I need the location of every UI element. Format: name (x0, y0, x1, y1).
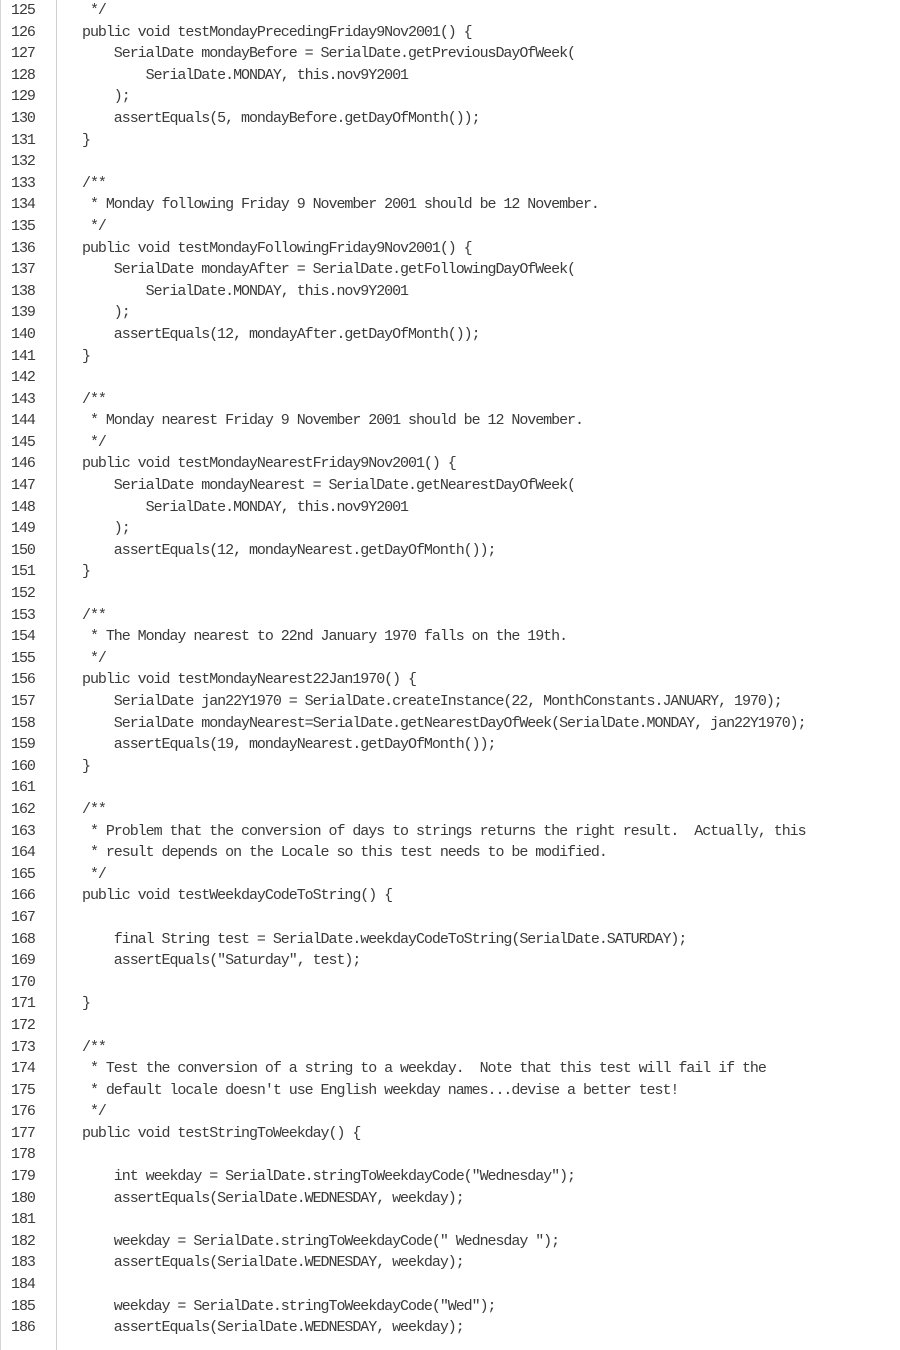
line-code: weekday = SerialDate.stringToWeekdayCode(" Wednesday "); (82, 1232, 560, 1250)
line-number: 186 (11, 1319, 35, 1337)
code-lines (1, 0, 900, 1339)
line-code: */ (82, 217, 106, 235)
code-line (1, 43, 900, 65)
line-code: */ (82, 649, 106, 667)
line-code: SerialDate mondayBefore = SerialDate.getPreviousDayOfWeek( (82, 45, 575, 63)
line-number: 140 (11, 325, 35, 343)
line-code: * result depends on the Locale so this test needs to be modified. (82, 844, 607, 862)
line-code: * The Monday nearest to 22nd January 1970 falls on the 19th. (82, 628, 568, 646)
line-code: /** (82, 1038, 106, 1056)
line-number: 169 (11, 952, 35, 970)
line-number: 175 (11, 1081, 35, 1099)
line-number: 148 (11, 498, 35, 516)
line-code: * Monday nearest Friday 9 November 2001 should be 12 November. (82, 412, 583, 430)
code-line (1, 173, 900, 195)
line-number: 129 (11, 88, 35, 106)
line-number: 135 (11, 217, 35, 235)
code-line (1, 583, 900, 605)
line-number: 173 (11, 1038, 35, 1056)
line-number: 151 (11, 563, 35, 581)
line-number: 134 (11, 196, 35, 214)
line-code: } (82, 757, 90, 775)
line-number: 143 (11, 390, 35, 408)
line-code: weekday = SerialDate.stringToWeekdayCode("Wed"); (82, 1297, 496, 1315)
code-line (1, 561, 900, 583)
line-number: 145 (11, 433, 35, 451)
code-line (1, 626, 900, 648)
line-code: } (82, 995, 90, 1013)
code-line (1, 1296, 900, 1318)
code-line (1, 907, 900, 929)
code-line (1, 1101, 900, 1123)
line-number: 125 (11, 2, 35, 19)
line-code: final String test = SerialDate.weekdayCodeToString(SerialDate.SATURDAY); (82, 930, 687, 948)
line-number: 146 (11, 455, 35, 473)
line-code: */ (82, 2, 106, 19)
code-line (1, 475, 900, 497)
code-line (1, 842, 900, 864)
code-line (1, 389, 900, 411)
line-number: 144 (11, 412, 35, 430)
code-line (1, 972, 900, 994)
line-number: 178 (11, 1146, 35, 1164)
line-number: 182 (11, 1232, 35, 1250)
code-line (1, 540, 900, 562)
line-code: /** (82, 800, 106, 818)
line-number: 131 (11, 131, 35, 149)
line-code: * Monday following Friday 9 November 2001 should be 12 November. (82, 196, 599, 214)
line-number: 181 (11, 1211, 35, 1229)
code-line (1, 1015, 900, 1037)
line-number: 127 (11, 45, 35, 63)
line-code: /** (82, 174, 106, 192)
code-line (1, 950, 900, 972)
line-number: 153 (11, 606, 35, 624)
line-code: int weekday = SerialDate.stringToWeekdayCode("Wednesday"); (82, 1168, 575, 1186)
code-line (1, 238, 900, 260)
code-line (1, 497, 900, 519)
line-code: public void testWeekdayCodeToString() { (82, 887, 393, 905)
line-number: 126 (11, 23, 35, 41)
code-line (1, 756, 900, 778)
line-number: 166 (11, 887, 35, 905)
code-line (1, 216, 900, 238)
line-number: 130 (11, 109, 35, 127)
line-code: } (82, 347, 90, 365)
line-number: 176 (11, 1103, 35, 1121)
line-code: * Problem that the conversion of days to strings returns the right result. Actually, this (82, 822, 806, 840)
code-line (1, 324, 900, 346)
line-number: 142 (11, 369, 35, 387)
code-line (1, 885, 900, 907)
line-number: 138 (11, 282, 35, 300)
code-line (1, 432, 900, 454)
code-line (1, 1037, 900, 1059)
line-number: 141 (11, 347, 35, 365)
code-line (1, 1058, 900, 1080)
line-number: 150 (11, 541, 35, 559)
code-line (1, 453, 900, 475)
code-line (1, 108, 900, 130)
line-code: SerialDate.MONDAY, this.nov9Y2001 (82, 282, 409, 300)
line-code: SerialDate mondayAfter = SerialDate.getFollowingDayOfWeek( (82, 261, 575, 279)
line-code: } (82, 131, 90, 149)
line-code: SerialDate mondayNearest=SerialDate.getNearestDayOfWeek(SerialDate.MONDAY, jan22Y1970); (82, 714, 806, 732)
line-code: */ (82, 433, 106, 451)
line-code: } (82, 563, 90, 581)
line-number: 168 (11, 930, 35, 948)
line-number: 137 (11, 261, 35, 279)
line-code: public void testStringToWeekday() { (82, 1124, 361, 1142)
code-line (1, 734, 900, 756)
code-line (1, 22, 900, 44)
line-number: 161 (11, 779, 35, 797)
line-number: 167 (11, 908, 35, 926)
line-number: 133 (11, 174, 35, 192)
code-line (1, 799, 900, 821)
line-number: 152 (11, 585, 35, 603)
line-number: 160 (11, 757, 35, 775)
line-code: */ (82, 865, 106, 883)
line-code: assertEquals(12, mondayNearest.getDayOfMonth()); (82, 541, 496, 559)
line-number: 159 (11, 736, 35, 754)
code-line (1, 821, 900, 843)
code-line (1, 993, 900, 1015)
code-line (1, 777, 900, 799)
line-number: 184 (11, 1276, 35, 1294)
line-number: 128 (11, 66, 35, 84)
code-line (1, 864, 900, 886)
line-number: 174 (11, 1060, 35, 1078)
code-line (1, 1209, 900, 1231)
line-number: 158 (11, 714, 35, 732)
code-line (1, 86, 900, 108)
line-code: assertEquals(SerialDate.WEDNESDAY, weekday); (82, 1319, 464, 1337)
line-code: /** (82, 390, 106, 408)
line-code: */ (82, 1103, 106, 1121)
code-line (1, 713, 900, 735)
line-code: SerialDate.MONDAY, this.nov9Y2001 (82, 498, 409, 516)
code-line (1, 1317, 900, 1339)
line-code: public void testMondayNearestFriday9Nov2001() { (82, 455, 456, 473)
line-code: ); (82, 304, 130, 322)
code-line (1, 151, 900, 173)
line-code: /** (82, 606, 106, 624)
code-line (1, 605, 900, 627)
code-line (1, 130, 900, 152)
code-line (1, 1252, 900, 1274)
line-code: assertEquals(12, mondayAfter.getDayOfMonth()); (82, 325, 480, 343)
code-line (1, 0, 900, 22)
line-number: 136 (11, 239, 35, 257)
line-number: 162 (11, 800, 35, 818)
code-line (1, 1274, 900, 1296)
code-line (1, 518, 900, 540)
line-number: 164 (11, 844, 35, 862)
line-code: assertEquals(19, mondayNearest.getDayOfMonth()); (82, 736, 496, 754)
line-code: ); (82, 88, 130, 106)
code-line (1, 194, 900, 216)
line-number: 165 (11, 865, 35, 883)
line-code: assertEquals("Saturday", test); (82, 952, 361, 970)
line-number: 179 (11, 1168, 35, 1186)
code-line (1, 346, 900, 368)
line-code: * Test the conversion of a string to a weekday. Note that this test will fail if the (82, 1060, 766, 1078)
line-code: SerialDate jan22Y1970 = SerialDate.createInstance(22, MonthConstants.JANUARY, 1970); (82, 693, 782, 710)
line-number: 185 (11, 1297, 35, 1315)
line-number: 180 (11, 1189, 35, 1207)
code-line (1, 669, 900, 691)
line-code: assertEquals(SerialDate.WEDNESDAY, weekday); (82, 1254, 464, 1272)
code-line (1, 1188, 900, 1210)
code-line (1, 281, 900, 303)
line-number: 154 (11, 628, 35, 646)
line-number: 149 (11, 520, 35, 538)
line-number: 177 (11, 1124, 35, 1142)
line-code: * default locale doesn't use English weekday names...devise a better test! (82, 1081, 679, 1099)
code-line (1, 1166, 900, 1188)
line-number: 183 (11, 1254, 35, 1272)
line-code: assertEquals(5, mondayBefore.getDayOfMonth()); (82, 109, 480, 127)
line-code: SerialDate mondayNearest = SerialDate.getNearestDayOfWeek( (82, 477, 575, 495)
code-line (1, 648, 900, 670)
line-number: 157 (11, 693, 35, 710)
code-line (1, 259, 900, 281)
line-number: 156 (11, 671, 35, 689)
line-number: 155 (11, 649, 35, 667)
line-number: 171 (11, 995, 35, 1013)
line-code: public void testMondayNearest22Jan1970() { (82, 671, 416, 689)
code-line (1, 1144, 900, 1166)
line-number: 163 (11, 822, 35, 840)
line-code: public void testMondayPrecedingFriday9Nov2001() { (82, 23, 472, 41)
code-line (1, 367, 900, 389)
line-code: SerialDate.MONDAY, this.nov9Y2001 (82, 66, 409, 84)
line-number: 172 (11, 1016, 35, 1034)
code-line (1, 691, 900, 713)
code-line (1, 929, 900, 951)
line-number: 170 (11, 973, 35, 991)
line-code: ); (82, 520, 130, 538)
code-line (1, 1123, 900, 1145)
code-line (1, 1231, 900, 1253)
line-number: 147 (11, 477, 35, 495)
code-line (1, 65, 900, 87)
line-code: public void testMondayFollowingFriday9Nov2001() { (82, 239, 472, 257)
line-number: 132 (11, 153, 35, 171)
code-line (1, 1080, 900, 1102)
line-number: 139 (11, 304, 35, 322)
code-line (1, 410, 900, 432)
code-line (1, 302, 900, 324)
line-code: assertEquals(SerialDate.WEDNESDAY, weekday); (82, 1189, 464, 1207)
